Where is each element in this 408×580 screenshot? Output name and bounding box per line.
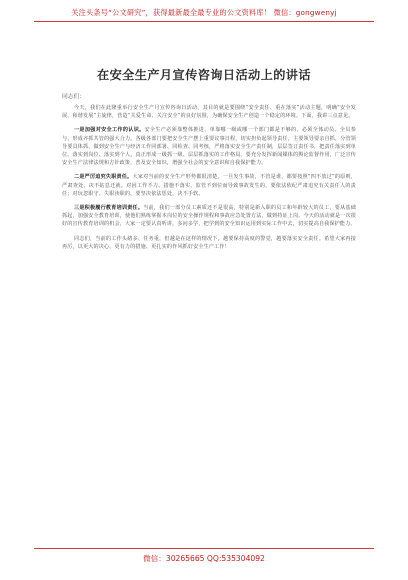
paragraph-text: 同志们，当前的工作头绪多、任务重，但越是在这样的情况下，越要保持高度的警觉，越要落实安全责任。希望大家再接再厉，以更大的决心、更有力的措施、更扎实的作风抓好安全生产工作！: [62, 235, 356, 250]
document-title: 在安全生产月宣传咨询日活动上的讲话: [97, 68, 311, 82]
document-body: [62, 104, 356, 257]
body-paragraph: [62, 204, 356, 229]
body-paragraph: [62, 235, 356, 251]
footer-contacts: 微信：30265665 QQ:535304092: [143, 554, 265, 563]
paragraph-lead: 二是严厉追究失职责任。: [74, 174, 133, 181]
salutation: 同志们：: [62, 94, 86, 100]
paragraph-text: 大家对当前的安全生产形势都很清楚，一旦发生事故，不管是谁，都要按照“四不放过”的原则，严肃查处，决不姑息迁就。对因工作不力、措施不落实、监管不到位而导致事故发生的，要依法依纪严肃追究有关责任人的责任；对玩忽职守、失职渎职的，要坚决依法惩处，决不手软。: [62, 174, 357, 197]
paragraph-text: 今天，我们在此隆重举行安全生产月宣传咨询日活动，其目的就是要围绕“安全责任、重在落实”活动主题，明确“安全发展、和谐发展”主旋律，营造“关爱生命、关注安全”的良好氛围，为确保安全生产创造一个稳定的环境。下面，我讲三点意见。: [62, 105, 356, 120]
footer-divider: [34, 548, 374, 549]
body-paragraph: [62, 126, 356, 167]
promo-banner: 关注头条号“公文研究”，获得最新最全最专业的公文资料库！ 微信：gongwenyj: [71, 8, 337, 17]
body-paragraph: [62, 173, 356, 198]
paragraph-text: 当前，我们一部分员工素质还不是很高，特别是新入职的员工和年龄较大的员工，要从基础抓起，加强安全教育培训，使他们熟练掌握本岗位的安全操作规程和事故应急处置方法，做到持证上岗。今天的活动就是一次很好的宣传教育培训的机会，大家一定要认真听讲，多问多学，把学到的安全知识运用到实际工作中去，切实提高自我保护能力。: [62, 205, 356, 228]
body-paragraph: [62, 104, 356, 120]
paragraph-lead: 一是加强对安全工作的认识。: [74, 127, 145, 134]
paragraph-text: 安全生产必须靠整体推进，单靠哪一级或哪一个部门都是不够的，必须全体动员、全员参与，形成齐抓共管的强大合力。各级各部门要把安全生产摆上重要议事日程，切实担负起领导责任，主要领导要亲自抓，分管领导要具体抓，做到安全生产与经济工作同部署、同检查、同考核，严格落实安全生产责任制，层层签订责任书，把责任落实到单位、落实到岗位、落实到个人，真正形成一级抓一级、层层抓落实的工作格局。要充分发挥新闻媒体的舆论监督作用，广泛宣传安全生产法律法规和方针政策，普及安全知识，增强全社会的安全意识和自我保护能力。: [62, 127, 356, 167]
paragraph-lead: 三是积极履行教育培训责任。: [74, 205, 144, 212]
header-divider: [34, 21, 374, 22]
